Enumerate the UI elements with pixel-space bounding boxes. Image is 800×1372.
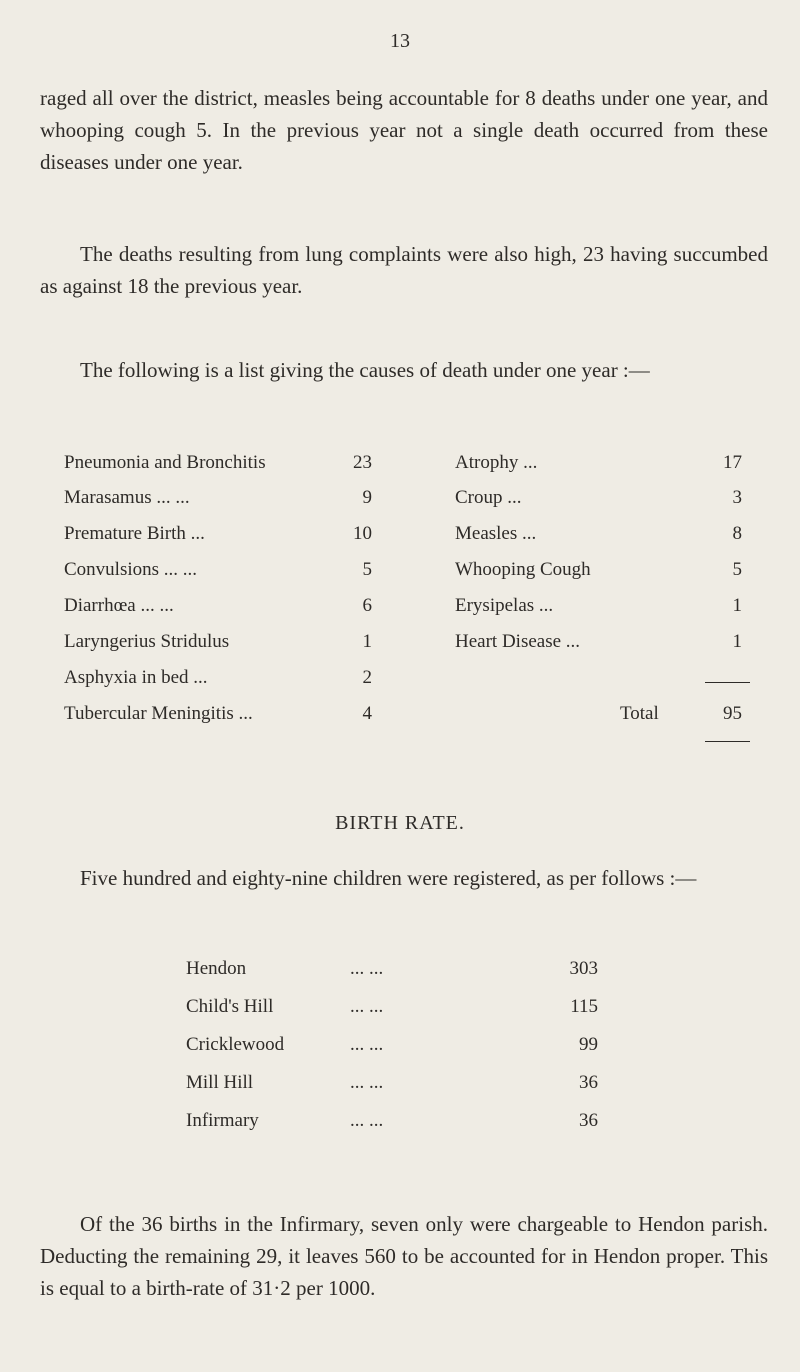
leader-dots: ... ... [350, 958, 384, 979]
cause-name: Diarrhœa ... ... [64, 595, 174, 616]
cause-count: 10 [353, 523, 372, 544]
cause-count: 23 [353, 452, 372, 473]
cause-count: 1 [732, 631, 742, 652]
birth-count: 36 [579, 1110, 598, 1131]
cause-name: Pneumonia and Bronchitis [64, 452, 266, 473]
cause-count: 1 [362, 631, 372, 652]
cause-count: 4 [362, 703, 372, 724]
cause-count: 8 [732, 523, 742, 544]
leader-dots: ... ... [350, 996, 384, 1017]
cause-name: Premature Birth ... [64, 523, 205, 544]
birth-place: Cricklewood [186, 1034, 285, 1055]
birth-count: 36 [579, 1072, 598, 1093]
cause-count: 2 [362, 667, 372, 688]
paragraph-lung-complaints: The deaths resulting from lung complaints were also high, 23 having succumbed as against 18 the previous year. [40, 242, 768, 298]
cause-count: 9 [362, 487, 372, 508]
leader-dots: ... ... [350, 1072, 384, 1093]
total-label: Total [620, 703, 659, 724]
cause-name: Atrophy ... [455, 452, 538, 473]
total-upper-rule [705, 682, 750, 683]
page-number: 13 [390, 30, 410, 52]
leader-dots: ... ... [350, 1034, 384, 1055]
birth-count: 115 [570, 996, 598, 1017]
cause-name: Convulsions ... ... [64, 559, 198, 580]
cause-count: 6 [362, 595, 372, 616]
paragraph-causes-intro: The following is a list giving the causes of death under one year :— [80, 358, 650, 382]
birth-place: Mill Hill [186, 1072, 254, 1093]
paragraph-measles: raged all over the district, measles being accountable for 8 deaths under one year, and whooping cough 5. In the previous year not a single death occurred from these diseases under one year. [40, 86, 768, 174]
total-value: 95 [723, 703, 742, 724]
birth-rate-intro: Five hundred and eighty-nine children were registered, as per follows :— [80, 866, 697, 890]
cause-name: Measles ... [455, 523, 537, 544]
birth-rate-closing: Of the 36 births in the Infirmary, seven only were chargeable to Hendon parish. Deducting the remaining 29, it leaves 560 to be accounted for in Hendon proper. This is equal to a birth-rate of 31·2 per 1000. [40, 1212, 768, 1300]
birth-rate-heading: BIRTH RATE. [335, 812, 465, 834]
birth-count: 303 [569, 958, 598, 979]
cause-count: 1 [732, 595, 742, 616]
birth-place: Hendon [186, 958, 247, 979]
birth-count: 99 [579, 1034, 598, 1055]
cause-count: 5 [362, 559, 372, 580]
cause-name: Whooping Cough [455, 559, 591, 580]
cause-name: Tubercular Meningitis ... [64, 703, 253, 724]
total-lower-rule [705, 741, 750, 742]
cause-name: Croup ... [455, 487, 522, 508]
cause-count: 17 [723, 452, 742, 473]
leader-dots: ... ... [350, 1110, 384, 1131]
cause-name: Asphyxia in bed ... [64, 667, 208, 688]
cause-count: 3 [732, 487, 742, 508]
cause-count: 5 [732, 559, 742, 580]
cause-name: Marasamus ... ... [64, 487, 190, 508]
birth-place: Infirmary [186, 1110, 259, 1131]
cause-name: Erysipelas ... [455, 595, 554, 616]
cause-name: Laryngerius Stridulus [64, 631, 230, 652]
birth-place: Child's Hill [186, 996, 274, 1017]
cause-name: Heart Disease ... [455, 631, 581, 652]
